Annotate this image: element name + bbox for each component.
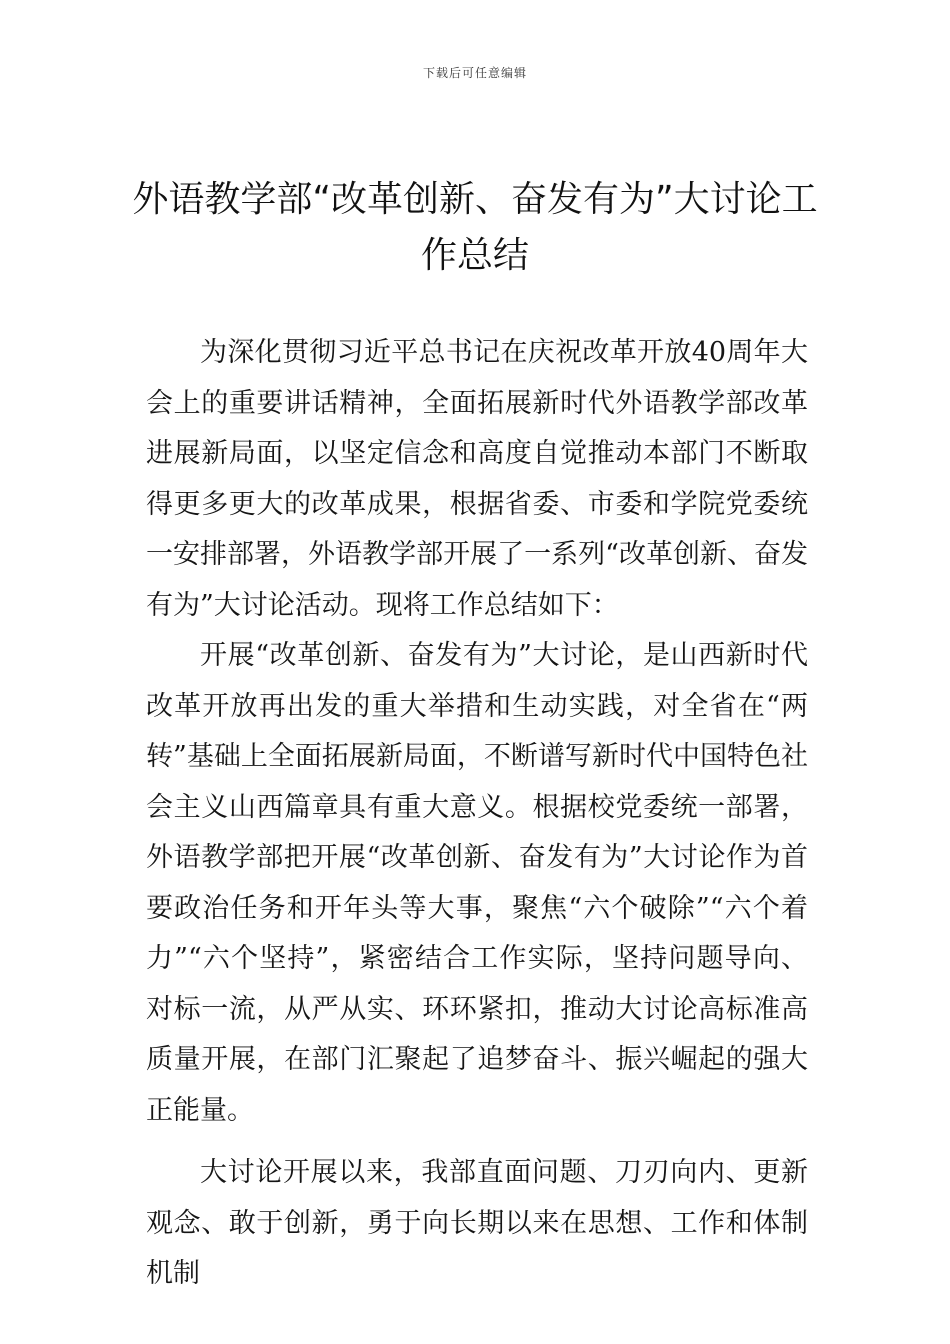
header-note: 下载后可任意编辑 [422,66,527,80]
document-body [146,328,808,1300]
paragraph-significance: 开展“改革创新、奋发有为”大讨论，是山西新时代改革开放再出发的重大举措和生动实践，对全省在“两转”基础上全面拓展新局面，不断谱写新时代中国特色社会主义山西篇章具有重大意义。根据校党委统一部署，外语教学部把开展“改革创新、奋发有为”大讨论作为首要政治任务和开年头等大事，聚焦“六个破除”“六个着力”“六个坚持”，紧密结合工作实际，坚持问题导向、对标一流，从严从实、环环紧扣，推动大讨论高标准高质量开展，在部门汇聚起了追梦奋斗、振兴崛起的强大正能量。 [146,640,808,1126]
paragraph-progress: 大讨论开展以来，我部直面问题、刀刃向内、更新观念、敢于创新，勇于向长期以来在思想、工作和体制机制 [146,1157,808,1289]
paragraph-intro: 为深化贯彻习近平总书记在庆祝改革开放40周年大会上的重要讲话精神，全面拓展新时代外语教学部改革进展新局面，以坚定信念和高度自觉推动本部门不断取得更多更大的改革成果，根据省委、市委和学院党委统一安排部署，外语教学部开展了一系列“改革创新、奋发有为”大讨论活动。现将工作总结如下： [146,337,808,621]
document-title: 外语教学部“改革创新、奋发有为”大讨论工作总结 [132,179,818,276]
